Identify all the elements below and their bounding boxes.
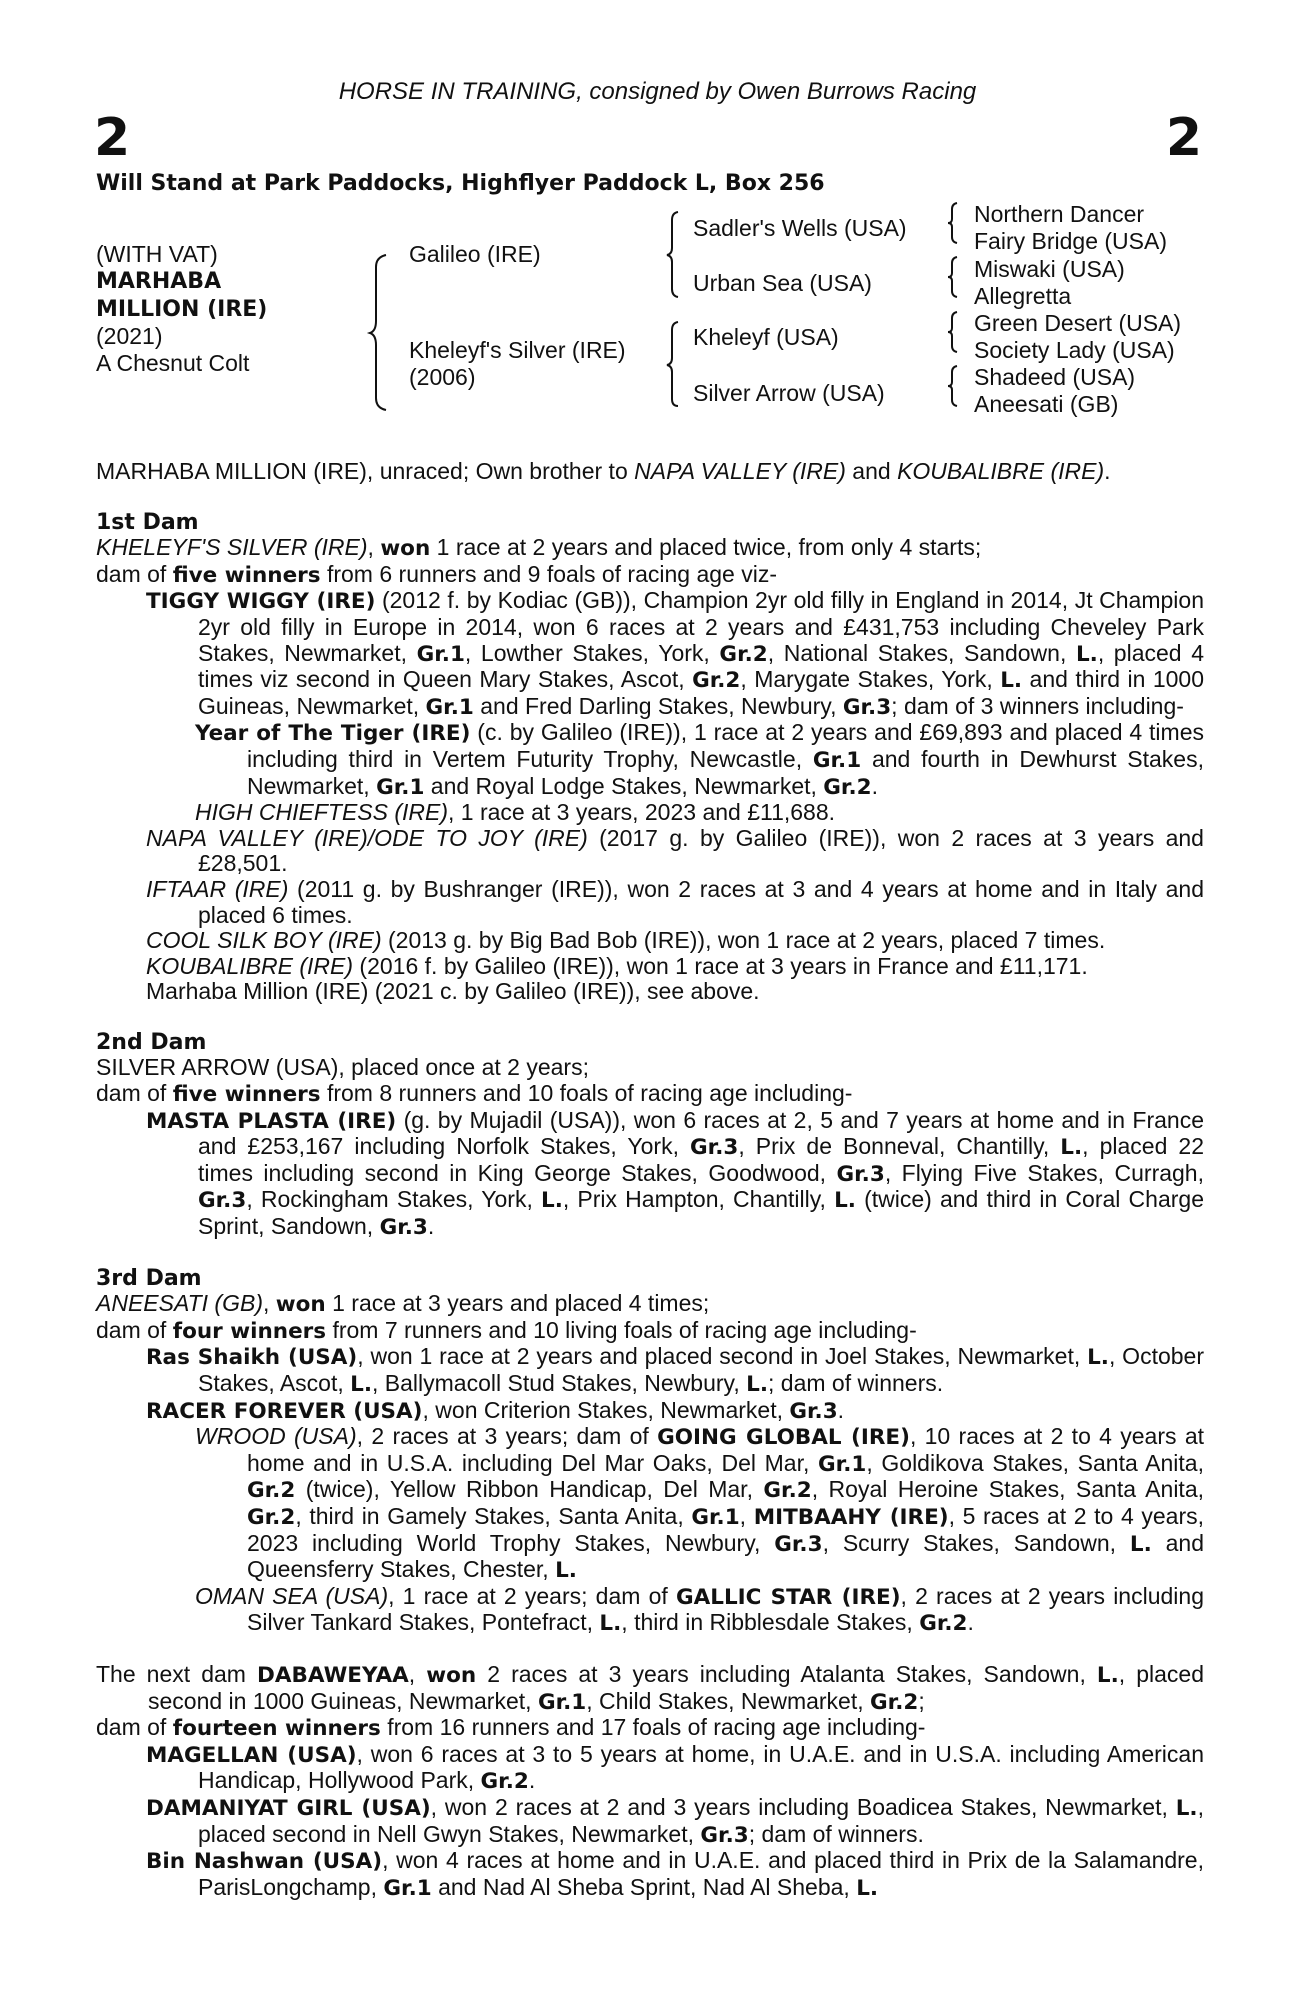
consignor-header: HORSE IN TRAINING, consigned by Owen Burrows Racing (338, 78, 977, 105)
produce-napa-valley: NAPA VALLEY (IRE)/ODE TO JOY (IRE) (2017 g. by Galileo (IRE)), won 2 races at 3 years and £28,501. (146, 824, 1204, 877)
pedigree-bracket-g2 (948, 257, 960, 297)
pedigree-bracket-dam (668, 322, 682, 406)
first-dam-produce-line: dam of five winners from 6 runners and 9 foals of racing age viz- (96, 560, 777, 588)
third-dam-produce-line: dam of four winners from 7 runners and 10 living foals of racing age including- (96, 1316, 917, 1344)
horse-name-line2: MILLION (IRE) (96, 297, 268, 322)
ancestor-northern-dancer: Northern Dancer (974, 201, 1145, 227)
pedigree-bracket-sire (668, 212, 682, 297)
sire-sire: Sadler's Wells (USA) (693, 215, 907, 241)
ancestor-miswaki: Miswaki (USA) (974, 256, 1125, 282)
catalogue-body (96, 459, 1204, 1901)
horse-description: A Chesnut Colt (96, 350, 250, 376)
dam-sire: Kheleyf (USA) (693, 324, 839, 350)
ancestor-shadeed: Shadeed (USA) (974, 364, 1136, 390)
sire-dam: Urban Sea (USA) (693, 270, 872, 296)
produce-iftaar: IFTAAR (IRE) (2011 g. by Bushranger (IRE)), won 2 races at 3 and 4 years at home and in Italy and placed 6 times. (146, 875, 1205, 928)
produce-high-chieftess: HIGH CHIEFTESS (IRE), 1 race at 3 years, 2023 and £11,688. (195, 799, 836, 826)
produce-damaniyat-girl: DAMANIYAT GIRL (USA), won 2 races at 2 and 3 years including Boadicea Stakes, Newmarket, L., placed second in Nell Gwyn Stakes, Newmarket, Gr.3; dam of winners. (146, 1793, 1204, 1848)
first-dam-heading: 1st Dam (96, 509, 199, 535)
dam-year: (2006) (409, 364, 476, 390)
horse-year: (2021) (96, 323, 163, 349)
lot-number-right: 2 (1165, 108, 1202, 168)
produce-magellan: MAGELLAN (USA), won 6 races at 3 to 5 years at home, in U.A.E. and in U.S.A. including American Handicap, Hollywood Park, Gr.2. (146, 1740, 1204, 1795)
dam-name: Kheleyf's Silver (IRE) (409, 337, 626, 363)
ancestor-fairy-bridge: Fairy Bridge (USA) (974, 228, 1167, 254)
second-dam-heading: 2nd Dam (96, 1029, 207, 1055)
produce-ras-shaikh: Ras Shaikh (USA), won 1 race at 2 years and placed second in Joel Stakes, Newmarket, L., October Stakes, Ascot, L., Ballymacoll Stud Stakes, Newbury, L.; dam of winners. (146, 1343, 1204, 1397)
stand-location: Will Stand at Park Paddocks, Highflyer Paddock L, Box 256 (96, 171, 825, 196)
produce-koubalibre: KOUBALIBRE (IRE) (2016 f. by Galileo (IRE)), won 1 race at 3 years in France and £11,171. (146, 952, 1088, 979)
third-dam-line: ANEESATI (GB), won 1 race at 3 years and placed 4 times; (96, 1290, 710, 1318)
ancestor-society-lady: Society Lady (USA) (974, 337, 1175, 363)
vat-note: (WITH VAT) (96, 241, 218, 267)
pedigree-bracket-g1 (948, 203, 960, 243)
horse-name-line1: MARHABA (96, 269, 222, 294)
produce-oman-sea: OMAN SEA (USA), 1 race at 2 years; dam of GALLIC STAR (IRE), 2 races at 2 years including Silver Tankard Stakes, Pontefract, L., third in Ribblesdale Stakes, Gr.2. (195, 1582, 1204, 1637)
next-dam-produce-line: dam of fourteen winners from 16 runners and 17 foals of racing age including- (96, 1714, 926, 1742)
pedigree-bracket-g4 (948, 366, 960, 406)
produce-bin-nashwan: Bin Nashwan (USA), won 4 races at home and in U.A.E. and placed third in Prix de la Salamandre, ParisLongchamp, Gr.1 and Nad Al Sheba Sprint, Nad Al Sheba, L. (146, 1847, 1204, 1901)
produce-cool-silk-boy: COOL SILK BOY (IRE) (2013 g. by Big Bad Bob (IRE)), won 1 race at 2 years, placed 7 times. (146, 927, 1106, 954)
ancestor-green-desert: Green Desert (USA) (974, 310, 1182, 336)
produce-marhaba-million: Marhaba Million (IRE) (2021 c. by Galileo (IRE)), see above. (146, 978, 760, 1005)
ancestor-aneesati: Aneesati (GB) (974, 391, 1119, 417)
pedigree-bracket-g3 (948, 312, 960, 352)
second-dam-line: SILVER ARROW (USA), placed once at 2 years; (96, 1054, 589, 1081)
produce-racer-forever: RACER FOREVER (USA), won Criterion Stakes, Newmarket, Gr.3. (146, 1396, 845, 1424)
third-dam-heading: 3rd Dam (96, 1265, 202, 1291)
produce-tiggy-wiggy: TIGGY WIGGY (IRE) (2012 f. by Kodiac (GB)), Champion 2yr old filly in England in 2014, Jt Champion 2yr old filly in Europe in 2014, won 6 races at 2 years and £431,753 including Cheveley Park Stakes, Newmarket, Gr.1, Lowther Stakes, York, Gr.2, National Stakes, Sandown, L., placed 4 times viz second in Queen Mary Stakes, Ascot, Gr.2, Marygate Stakes, York, L. and third in 1000 Guineas, Newmarket, Gr.1 and Fred Darling Stakes, Newbury, Gr.3; dam of 3 winners including- (146, 587, 1205, 720)
produce-wrood: WROOD (USA), 2 races at 3 years; dam of GOING GLOBAL (IRE), 10 races at 2 to 4 years at home and in U.S.A. including Del Mar Oaks, Del Mar, Gr.1, Goldikova Stakes, Santa Anita, Gr.2 (twice), Yellow Ribbon Handicap, Del Mar, Gr.2, Royal Heroine Stakes, Santa Anita, Gr.2, third in Gamely Stakes, Santa Anita, Gr.1, MITBAAHY (IRE), 5 races at 2 to 4 years, 2023 including World Trophy Stakes, Newbury, Gr.3, Scurry Stakes, Sandown, L. and Queensferry Stakes, Chester, L. (195, 1423, 1204, 1584)
sire-name: Galileo (IRE) (409, 241, 541, 267)
intro-paragraph: MARHABA MILLION (IRE), unraced; Own brother to NAPA VALLEY (IRE) and KOUBALIBRE (IRE). (96, 458, 1111, 484)
second-dam-produce-line: dam of five winners from 8 runners and 10 foals of racing age including- (96, 1080, 853, 1108)
dam-dam: Silver Arrow (USA) (693, 380, 885, 406)
produce-masta-plasta: MASTA PLASTA (IRE) (g. by Mujadil (USA)), won 6 races at 2, 5 and 7 years at home and in France and £253,167 including Norfolk Stakes, York, Gr.3, Prix de Bonneval, Chantilly, L., placed 22 times including second in King George Stakes, Goodwood, Gr.3, Flying Five Stakes, Curragh, Gr.3, Rockingham Stakes, York, L., Prix Hampton, Chantilly, L. (twice) and third in Coral Charge Sprint, Sandown, Gr.3. (146, 1106, 1204, 1241)
pedigree-bracket-main (372, 255, 392, 410)
first-dam-line: KHELEYF'S SILVER (IRE), won 1 race at 2 years and placed twice, from only 4 starts; (96, 534, 982, 562)
ancestor-allegretta: Allegretta (974, 283, 1072, 309)
produce-year-of-the-tiger: Year of The Tiger (IRE) (c. by Galileo (IRE)), 1 race at 2 years and £69,893 and placed 4 times including third in Vertem Futurity Trophy, Newcastle, Gr.1 and fourth in Dewhurst Stakes, Newmarket, Gr.1 and Royal Lodge Stakes, Newmarket, Gr.2. (195, 719, 1204, 800)
next-dam-line: The next dam DABAWEYAA, won 2 races at 3 years including Atalanta Stakes, Sandown, L., placed second in 1000 Guineas, Newmarket, Gr.1, Child Stakes, Newmarket, Gr.2; (96, 1660, 1204, 1715)
lot-number-left: 2 (94, 108, 131, 168)
